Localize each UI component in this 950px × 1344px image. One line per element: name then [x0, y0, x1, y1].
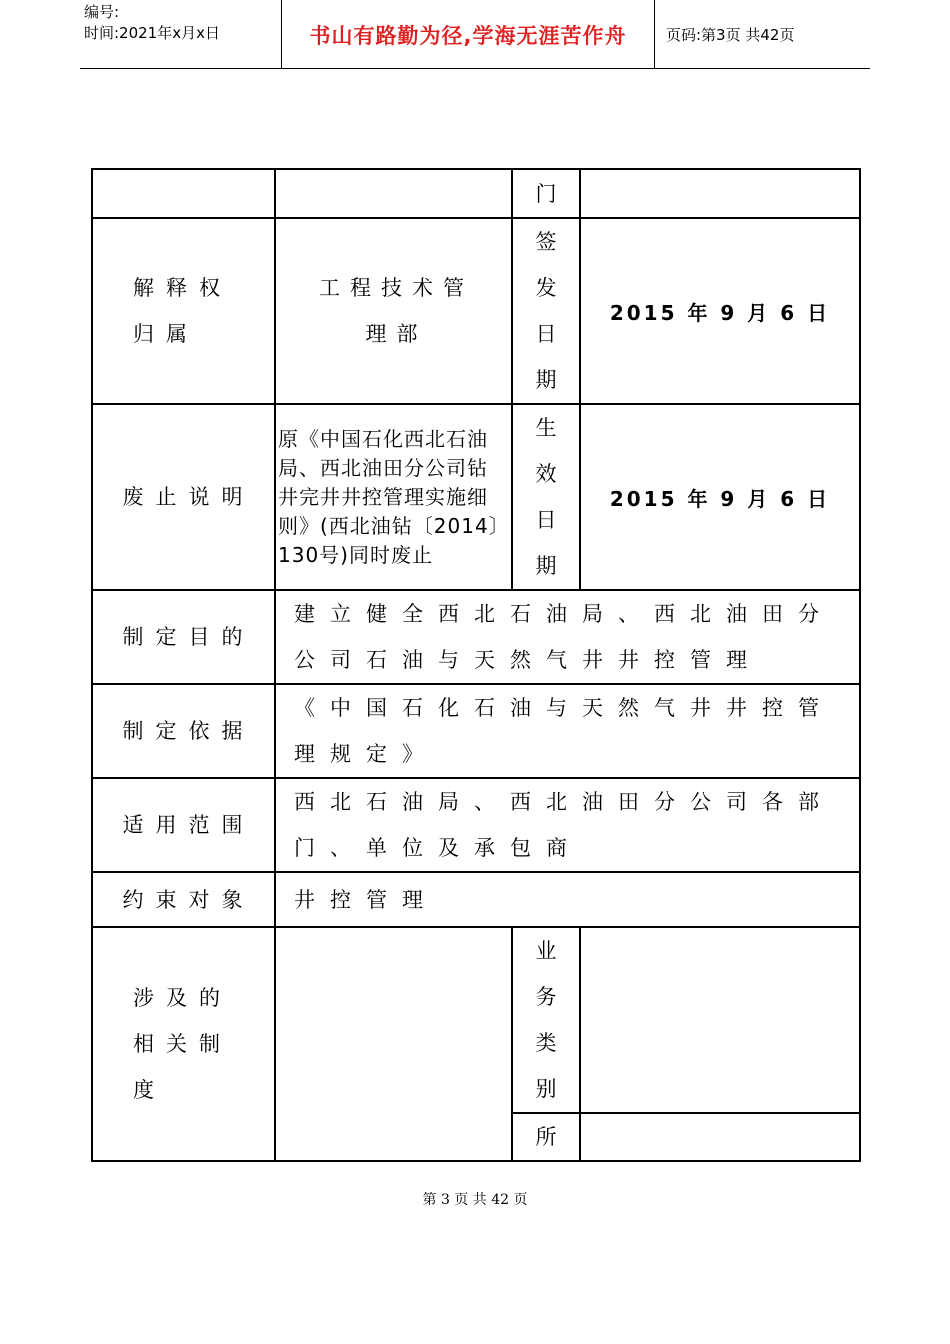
purpose-value: 建立健全西北石油局、西北油田分公司石油与天然气井井控管理 [275, 590, 860, 684]
dept-fragment-cell: 门 [512, 169, 580, 218]
scope-label: 适用范围 [92, 778, 275, 872]
table-row [92, 218, 860, 404]
interpretation-label: 解释权归属 [92, 218, 275, 404]
header-meta [84, 2, 220, 44]
page-footer: 第 3 页 共 42 页 [422, 1192, 528, 1208]
table-row [92, 778, 860, 872]
basis-label: 制定依据 [92, 684, 275, 778]
object-label: 约束对象 [92, 872, 275, 927]
issue-date-label: 签 发 日 期 [512, 218, 580, 404]
object-value: 井控管理 [275, 872, 860, 927]
issue-date-value: 2015 年 9 月 6 日 [580, 218, 860, 404]
table-row [92, 169, 860, 218]
table-cell [580, 927, 860, 1113]
time-label: 时间:2021年x月x日 [84, 24, 220, 42]
table-row [92, 927, 860, 1113]
header-motto: 书山有路勤为径,学海无涯苦作舟 [309, 24, 627, 48]
table-cell [580, 169, 860, 218]
scope-value: 西北石油局、西北油田分公司各部门、单位及承包商 [275, 778, 860, 872]
abolish-label: 废止说明 [92, 404, 275, 590]
table-row [92, 590, 860, 684]
related-label: 涉及的相关制度 [92, 927, 275, 1161]
regulation-info-table [91, 168, 861, 1162]
table-row [92, 404, 860, 590]
table-row [92, 684, 860, 778]
table-cell [580, 1113, 860, 1161]
dept-label-fragment: 所 [512, 1113, 580, 1161]
table-cell [275, 927, 512, 1161]
purpose-label: 制定目的 [92, 590, 275, 684]
interpretation-value: 工程技术管理部 [275, 218, 512, 404]
page-header [80, 0, 870, 69]
number-label: 编号: [84, 3, 120, 21]
business-type-label: 业 务 类 别 [512, 927, 580, 1113]
header-divider [654, 0, 655, 68]
table-cell [92, 169, 275, 218]
abolish-value: 原《中国石化西北石油局、西北油田分公司钻井完井井控管理实施细则》(西北油钻〔2014〕130号)同时废止 [275, 404, 512, 590]
table-cell [275, 169, 512, 218]
basis-value: 《中国石化石油与天然气井井控管理规定》 [275, 684, 860, 778]
effective-date-label: 生 效 日 期 [512, 404, 580, 590]
table-row [92, 872, 860, 927]
effective-date-value: 2015 年 9 月 6 日 [580, 404, 860, 590]
header-page-info: 页码:第3页 共42页 [666, 26, 795, 44]
